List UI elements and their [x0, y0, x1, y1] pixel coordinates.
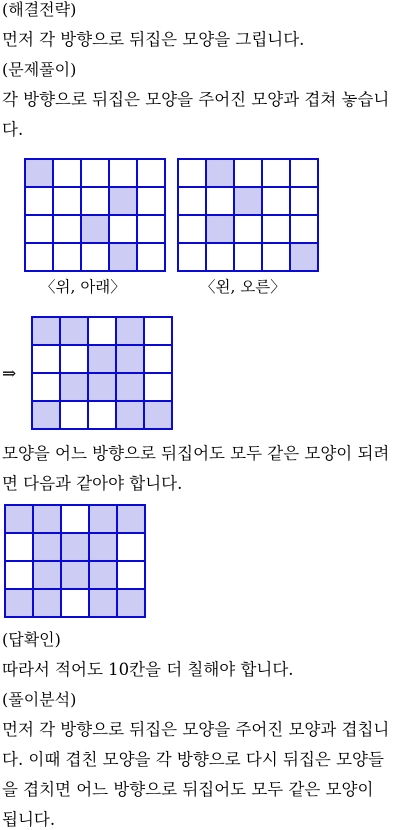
- grid-cell: [25, 187, 53, 215]
- grid-cell: [53, 215, 81, 243]
- grid-cell-filled: [116, 373, 144, 401]
- conclusion-text-2: 면 다음과 같아야 합니다.: [2, 474, 183, 493]
- grid-cell-filled: [5, 589, 33, 617]
- grid-cell-filled: [25, 159, 53, 187]
- grid-cell: [32, 373, 60, 401]
- grid-row: [5, 505, 145, 533]
- grid-cell: [88, 317, 116, 345]
- grid-cell: [290, 187, 318, 215]
- grid-cell: [262, 215, 290, 243]
- grid-cell-filled: [33, 533, 61, 561]
- analysis-text-3: 을 겹치면 어느 방향으로 뒤집어도 모두 같은 모양이: [2, 780, 374, 799]
- grid-cell-filled: [32, 317, 60, 345]
- grid-cell: [60, 345, 88, 373]
- grid-cell-filled: [88, 373, 116, 401]
- grid-cell: [206, 243, 234, 271]
- grid-cell: [262, 187, 290, 215]
- grid-cell: [109, 159, 137, 187]
- grid-cell-filled: [33, 561, 61, 589]
- grid-row: [5, 589, 145, 617]
- conclusion-text-1: 모양을 어느 방향으로 뒤집어도 모두 같은 모양이 되려: [2, 444, 390, 463]
- grid-cell: [5, 561, 33, 589]
- grid-final: [4, 504, 146, 618]
- grid-cell-filled: [61, 561, 89, 589]
- grid-cell: [137, 215, 165, 243]
- grid-cell: [61, 589, 89, 617]
- grid-row: [25, 159, 165, 187]
- grid-cell: [137, 187, 165, 215]
- grid-cell: [81, 159, 109, 187]
- analysis-text-4: 됩니다.: [2, 810, 56, 829]
- grid-cell: [262, 243, 290, 271]
- grid-cell: [60, 401, 88, 429]
- solution-text-1: 각 방향으로 뒤집은 모양을 주어진 모양과 겹쳐 놓습니: [2, 90, 390, 109]
- grid-leftright: [177, 158, 319, 272]
- grid-cell-filled: [206, 215, 234, 243]
- caption-leftright: 〈왼, 오른〉: [200, 278, 286, 296]
- solution-label: (문제풀이): [2, 60, 77, 79]
- grid-cell: [290, 159, 318, 187]
- grid-row: [5, 561, 145, 589]
- grid-row: [32, 345, 172, 373]
- grid-cell-filled: [60, 317, 88, 345]
- grid-cell: [144, 373, 172, 401]
- grid-cell-filled: [88, 345, 116, 373]
- answer-text: 따라서 적어도 10칸을 더 칠해야 합니다.: [2, 660, 294, 679]
- grid-cell: [290, 215, 318, 243]
- answer-label: (답확인): [2, 630, 61, 649]
- analysis-text-1: 먼저 각 방향으로 뒤집은 모양을 주어진 모양과 겹칩니: [2, 720, 390, 739]
- grid-row: [5, 533, 145, 561]
- grid-row: [178, 159, 318, 187]
- grid-cell-filled: [81, 215, 109, 243]
- grid-cell-filled: [33, 589, 61, 617]
- grid-cell-filled: [109, 243, 137, 271]
- strategy-text: 먼저 각 방향으로 뒤집은 모양을 그립니다.: [2, 30, 305, 49]
- grid-cell: [234, 215, 262, 243]
- grid-cell: [137, 159, 165, 187]
- grid-cell: [32, 345, 60, 373]
- grid-cell: [234, 243, 262, 271]
- grid-row: [178, 215, 318, 243]
- grid-cell: [53, 243, 81, 271]
- grid-cell-filled: [109, 187, 137, 215]
- grid-cell-filled: [144, 401, 172, 429]
- analysis-label: (풀이분석): [2, 690, 77, 709]
- grid-cell: [117, 533, 145, 561]
- grid-cell: [61, 505, 89, 533]
- grid-row: [25, 243, 165, 271]
- grid-row: [25, 215, 165, 243]
- grid-cell: [117, 561, 145, 589]
- grid-cell: [234, 159, 262, 187]
- grid-cell-filled: [89, 589, 117, 617]
- grid-row: [25, 187, 165, 215]
- grid-cell: [206, 187, 234, 215]
- grid-cell: [178, 243, 206, 271]
- analysis-text-2: 다. 이때 겹친 모양을 각 방향으로 다시 뒤집은 모양들: [2, 750, 384, 769]
- grid-cell-filled: [89, 561, 117, 589]
- grid-row: [178, 243, 318, 271]
- grid-cell-filled: [206, 159, 234, 187]
- grid-cell: [137, 243, 165, 271]
- grid-cell: [262, 159, 290, 187]
- grid-cell-filled: [5, 505, 33, 533]
- grid-row: [178, 187, 318, 215]
- solution-text-2: 다.: [2, 120, 24, 139]
- grid-cell-filled: [116, 345, 144, 373]
- grid-cell-filled: [33, 505, 61, 533]
- grid-cell: [53, 187, 81, 215]
- grid-row: [32, 373, 172, 401]
- grid-cell: [25, 243, 53, 271]
- arrow-icon: ⇒: [2, 364, 17, 384]
- grid-cell-filled: [117, 589, 145, 617]
- grid-row: [32, 317, 172, 345]
- grid-row: [32, 401, 172, 429]
- grid-cell-filled: [61, 533, 89, 561]
- grid-cell-filled: [290, 243, 318, 271]
- grid-cell: [25, 215, 53, 243]
- grid-cell: [53, 159, 81, 187]
- grid-cell: [144, 345, 172, 373]
- grid-cell: [81, 243, 109, 271]
- grid-cell-filled: [116, 317, 144, 345]
- strategy-label: (해결전략): [2, 0, 77, 19]
- grid-updown: [24, 158, 166, 272]
- grid-cell: [178, 215, 206, 243]
- grid-cell-filled: [234, 187, 262, 215]
- grid-cell-filled: [116, 401, 144, 429]
- grid-cell: [178, 159, 206, 187]
- grid-cell: [178, 187, 206, 215]
- grid-cell: [109, 215, 137, 243]
- caption-updown: 〈위, 아래〉: [40, 278, 126, 296]
- grid-combined: [31, 316, 173, 430]
- grid-cell-filled: [32, 401, 60, 429]
- grid-cell: [88, 401, 116, 429]
- grid-cell-filled: [89, 533, 117, 561]
- grid-cell-filled: [89, 505, 117, 533]
- grid-cell: [144, 317, 172, 345]
- grid-cell: [81, 187, 109, 215]
- grid-cell-filled: [117, 505, 145, 533]
- grid-cell-filled: [60, 373, 88, 401]
- grid-cell: [5, 533, 33, 561]
